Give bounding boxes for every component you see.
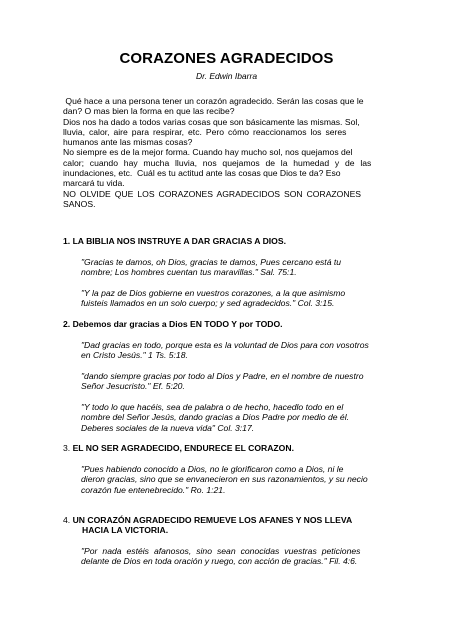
- intro-line: Dios nos ha dado a todos varias cosas que son básicamente las mismas. Sol,: [63, 116, 360, 127]
- intro-line: No siempre es de la mejor forma. Cuando hay mucho sol, nos quejamos del: [63, 147, 353, 158]
- intro-line: SANOS.: [63, 198, 96, 209]
- intro-line: humanos ante las mismas cosas?: [63, 137, 193, 148]
- bible-quote: "Dad gracias en todo, porque esta es la voluntad de Dios para con vosotros en Cristo Jesús." 1 Ts. 5:18.: [81, 340, 369, 361]
- section-heading-2: 2. Debemos dar gracias a Dios EN TODO Y por TODO.: [63, 319, 283, 329]
- intro-line: NO OLVIDE QUE LOS CORAZONES AGRADECIDOS SON CORAZONES: [63, 188, 362, 199]
- bible-quote: "Pues habiendo conocido a Dios, no le glorificaron como a Dios, ni le dieron gracias, sino que se envanecieron en sus razonamientos, y su necio corazón fue entenebrecido." Ro. 1:21.: [81, 464, 368, 495]
- bible-quote: "Y todo lo que hacéis, sea de palabra o de hecho, hacedlo todo en el nombre del Señor Jesús, dando gracias a Dios Padre por medio de él. Deberes sociales de la nueva vida" Col. 3:17.: [81, 402, 349, 433]
- bible-quote: "Y la paz de Dios gobierne en vuestros corazones, a la que asimismo fuisteis llamados en un solo cuerpo; y sed agradecidos." Col. 3:15.: [81, 288, 346, 309]
- intro-line: dan? O mas bien la forma en que las recibe?: [63, 106, 235, 117]
- intro-line: calor; cuando hay mucha lluvia, nos quejamos de la humedad y de las: [63, 157, 372, 168]
- bible-quote: "Gracias te damos, oh Dios, gracias te damos, Pues cercano está tu nombre; Los hombres cuentan tus maravillas." Sal. 75:1.: [81, 257, 342, 278]
- intro-line: lluvia, calor, aire para respirar, etc. Pero cómo reaccionamos los seres: [63, 126, 347, 137]
- section-heading-3: 3. EL NO SER AGRADECIDO, ENDURECE EL CORAZON.: [63, 443, 294, 453]
- intro-line: Qué hace a una persona tener un corazón agradecido. Serán las cosas que le: [63, 96, 364, 106]
- intro-paragraph: [63, 96, 389, 209]
- bible-quote: "Por nada estéis afanosos, sino sean conocidas vuestras peticiones delante de Dios en toda oración y ruego, con acción de gracias." Fil. 4:6.: [81, 546, 361, 567]
- intro-line: marcará tu vida.: [63, 178, 125, 189]
- bible-quote: "dando siempre gracias por todo al Dios y Padre, en el nombre de nuestro Señor Jesucristo." Ef. 5:20.: [81, 371, 364, 392]
- section-heading-1: 1. LA BIBLIA NOS INSTRUYE A DAR GRACIAS A DIOS.: [63, 236, 286, 246]
- intro-line: inundaciones, etc. Cuál es tu actitud ante las cosas que Dios te da? Eso: [63, 168, 341, 179]
- document-title: CORAZONES AGRADECIDOS: [119, 50, 334, 67]
- section-heading-4: 4. UN CORAZÓN AGRADECIDO REMUEVE LOS AFANES Y NOS LLEVA HACIA LA VICTORIA.: [63, 515, 353, 536]
- document-author: Dr. Edwin Ibarra: [195, 71, 258, 81]
